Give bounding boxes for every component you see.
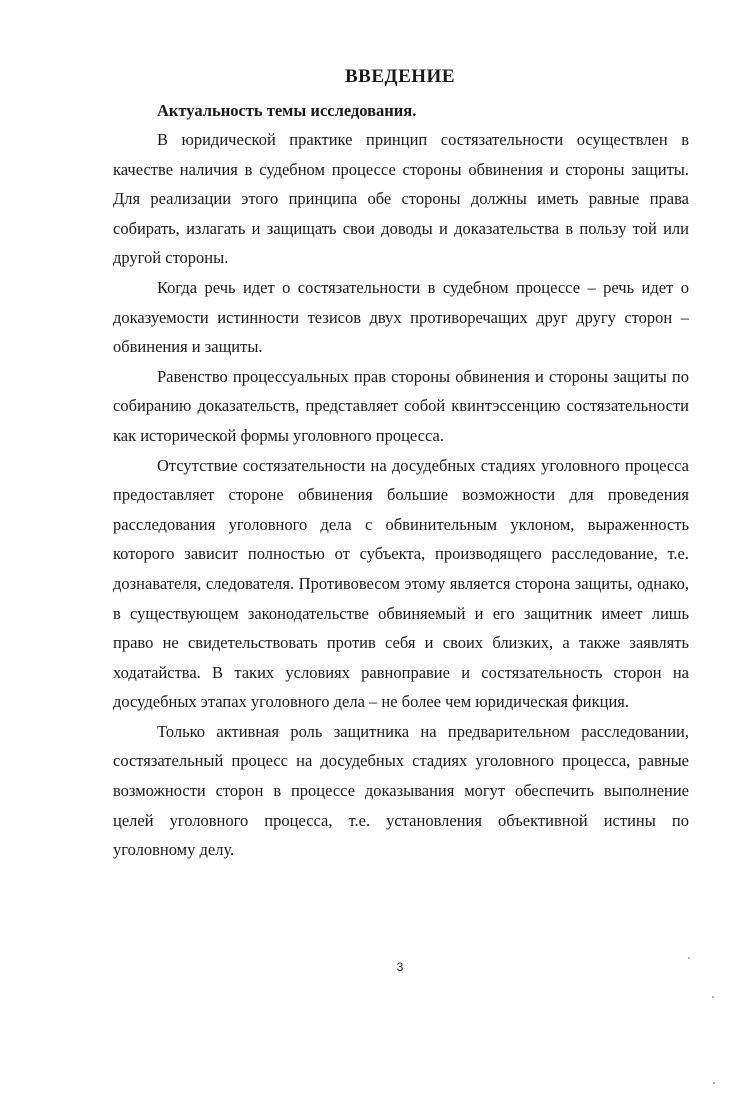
paragraph-3: Равенство процессуальных прав стороны обвинения и стороны защиты по собиранию доказательств, представляет собой квинтэссенцию состязательности как исторической формы уголовного процесса. (113, 366, 689, 445)
scan-speck (688, 957, 690, 959)
paragraph-5: Только активная роль защитника на предварительном расследовании, состязательный процесс на досудебных стадиях уголовного процесса, равные возможности сторон в процессе доказывания могут обеспечить выполнение целей уголовного процесса, т.е. установления объективной истины по уголовному делу. (113, 721, 689, 860)
page-number: 3 (396, 960, 404, 974)
scan-speck (712, 996, 714, 998)
scan-speck (713, 1082, 715, 1084)
body-text (113, 125, 689, 865)
page-title: ВВЕДЕНИЕ (345, 66, 455, 87)
paragraph-1: В юридической практике принцип состязательности осуществлен в качестве наличия в судебном процессе стороны обвинения и стороны защиты. Для реализации этого принципа обе стороны должны иметь равные права собирать, излагать и защищать свои доводы и доказательства в пользу той или другой стороны. (113, 130, 689, 268)
section-subtitle: Актуальность темы исследования. (157, 101, 417, 120)
paragraph-4: Отсутствие состязательности на досудебных стадиях уголовного процесса предоставляет стороне обвинения большие возможности для проведения расследования уголовного дела с обвинительным уклоном, выраженность которого зависит полностью от субъекта, производящего расследование, т.е. дознавателя, следователя. Противовесом этому является сторона защиты, однако, в существующем законодательстве обвиняемый и его защитник имеет лишь право не свидетельствовать против себя и своих близких, а также заявлять ходатайства. В таких условиях равноправие и состязательность сторон на досудебных этапах уголовного дела – не более чем юридическая фикция. (113, 455, 689, 712)
paragraph-2: Когда речь идет о состязательности в судебном процессе – речь идет о доказуемости истинности тезисов двух противоречащих друг другу сторон – обвинения и защиты. (113, 277, 689, 357)
